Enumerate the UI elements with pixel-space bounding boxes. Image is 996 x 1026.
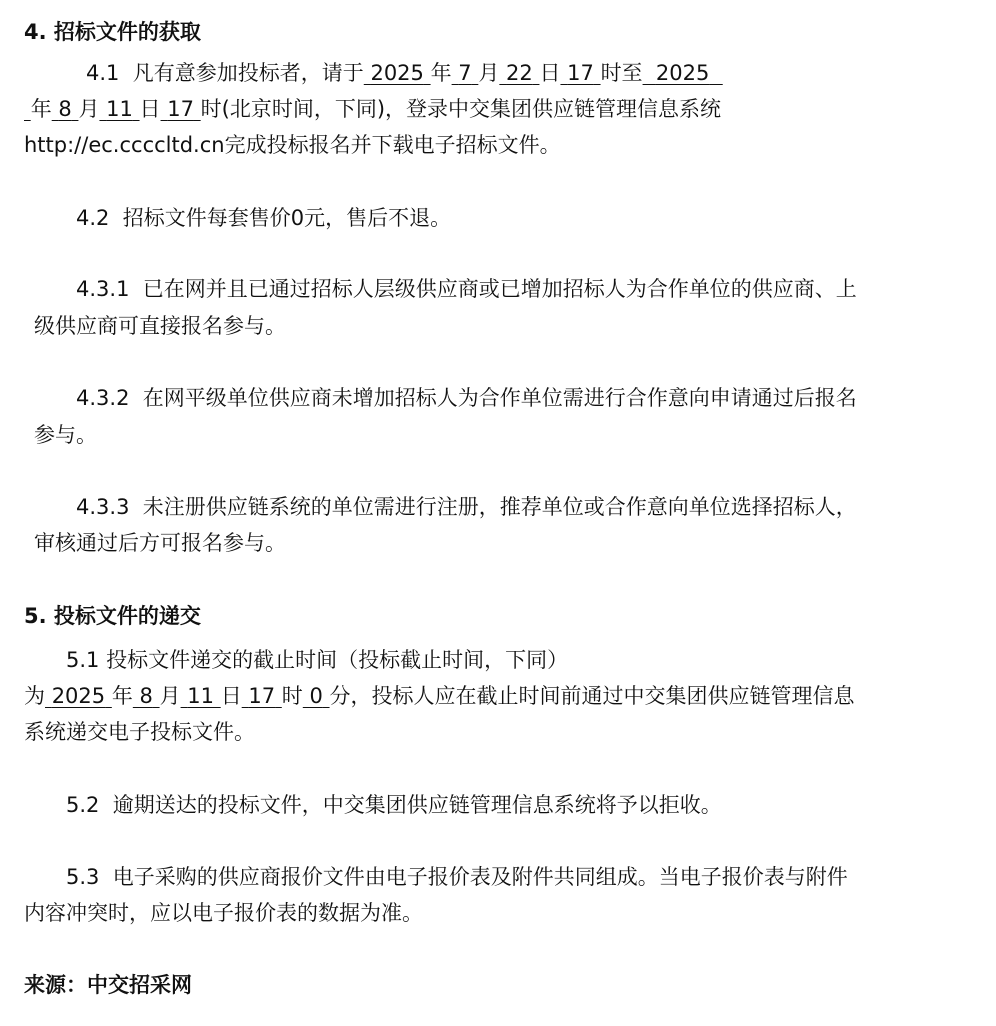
paragraph-4-3-3-line-1 — [76, 492, 857, 522]
start-month: 7 — [458, 61, 472, 85]
paragraph-4-3-2-line-2: 参与。 — [34, 423, 97, 447]
text: 时 — [281, 684, 303, 708]
text: 投标文件递交的截止时间（投标截止时间，下同） — [106, 648, 569, 672]
item-number: 4.3.2 — [76, 386, 130, 410]
item-number: 5.2 — [66, 793, 100, 817]
text: 日 — [220, 684, 242, 708]
deadline-month: 8 — [139, 684, 153, 708]
paragraph-5-3-line-2: 内容冲突时，应以电子报价表的数据为准。 — [24, 901, 423, 925]
item-number: 5.1 — [66, 648, 100, 672]
end-hour: 17 — [167, 97, 194, 121]
paragraph-4-3-3-line-2: 审核通过后方可报名参与。 — [34, 531, 286, 555]
text: 在网平级单位供应商未增加招标人为合作单位需进行合作意向申请通过后报名 — [142, 386, 857, 410]
paragraph-4-2 — [76, 203, 451, 233]
paragraph-5-3-line-1 — [66, 862, 848, 892]
start-hour: 17 — [567, 61, 594, 85]
text: 日 — [539, 61, 561, 85]
item-number: 4.2 — [76, 206, 110, 230]
text: 为 — [24, 684, 45, 708]
text: 年 — [111, 684, 133, 708]
text: 年 — [430, 61, 452, 85]
spacer — [24, 97, 31, 121]
deadline-year: 2025 — [51, 684, 106, 708]
text: 日 — [139, 97, 161, 121]
end-month: 8 — [58, 97, 72, 121]
text: 月 — [478, 61, 500, 85]
item-number: 4.1 — [86, 61, 120, 85]
text: 年 — [30, 97, 52, 121]
text: 月 — [159, 684, 181, 708]
item-number: 5.3 — [66, 865, 100, 889]
text: 未注册供应链系统的单位需进行注册，推荐单位或合作意向单位选择招标人， — [142, 495, 857, 519]
text: 时(北京时间，下同)，登录中交集团供应链管理信息系统 — [200, 97, 722, 121]
paragraph-5-1-line-2 — [24, 681, 855, 711]
deadline-day: 11 — [187, 684, 214, 708]
deadline-hour: 17 — [248, 684, 276, 708]
text: 凡有意参加投标者，请于 — [132, 61, 364, 85]
text: 时至 — [600, 61, 643, 85]
section-4-heading: 4. 招标文件的获取 — [24, 20, 201, 44]
start-day: 22 — [506, 61, 533, 85]
paragraph-4-3-1-line-2: 级供应商可直接报名参与。 — [34, 314, 286, 338]
end-year: 2025 — [655, 61, 710, 85]
paragraph-4-3-2-line-1 — [76, 383, 857, 413]
deadline-minute: 0 — [309, 684, 323, 708]
text: 月 — [78, 97, 100, 121]
end-day: 11 — [106, 97, 133, 121]
text: 招标文件每套售价0元，售后不退。 — [122, 206, 452, 230]
text: 逾期送达的投标文件，中交集团供应链管理信息系统将予以拒收。 — [112, 793, 722, 817]
item-number: 4.3.1 — [76, 277, 130, 301]
section-5-heading: 5. 投标文件的递交 — [24, 604, 201, 628]
paragraph-4-1-line-2 — [24, 94, 721, 124]
paragraph-5-2 — [66, 790, 722, 820]
paragraph-5-1-line-3: 系统递交电子投标文件。 — [24, 720, 255, 744]
paragraph-4-1-line-3: http://ec.ccccltd.cn完成投标报名并下载电子招标文件。 — [24, 133, 561, 157]
text: 已在网并且已通过招标人层级供应商或已增加招标人为合作单位的供应商、上 — [142, 277, 857, 301]
start-year: 2025 — [370, 61, 424, 85]
paragraph-5-1-line-1 — [66, 645, 568, 675]
text: 分，投标人应在截止时间前通过中交集团供应链管理信息 — [329, 684, 855, 708]
text: 电子采购的供应商报价文件由电子报价表及附件共同组成。当电子报价表与附件 — [112, 865, 848, 889]
paragraph-4-3-1-line-1 — [76, 274, 857, 304]
paragraph-4-1-line-1 — [86, 58, 723, 88]
source-label: 来源：中交招采网 — [24, 973, 192, 997]
item-number: 4.3.3 — [76, 495, 130, 519]
